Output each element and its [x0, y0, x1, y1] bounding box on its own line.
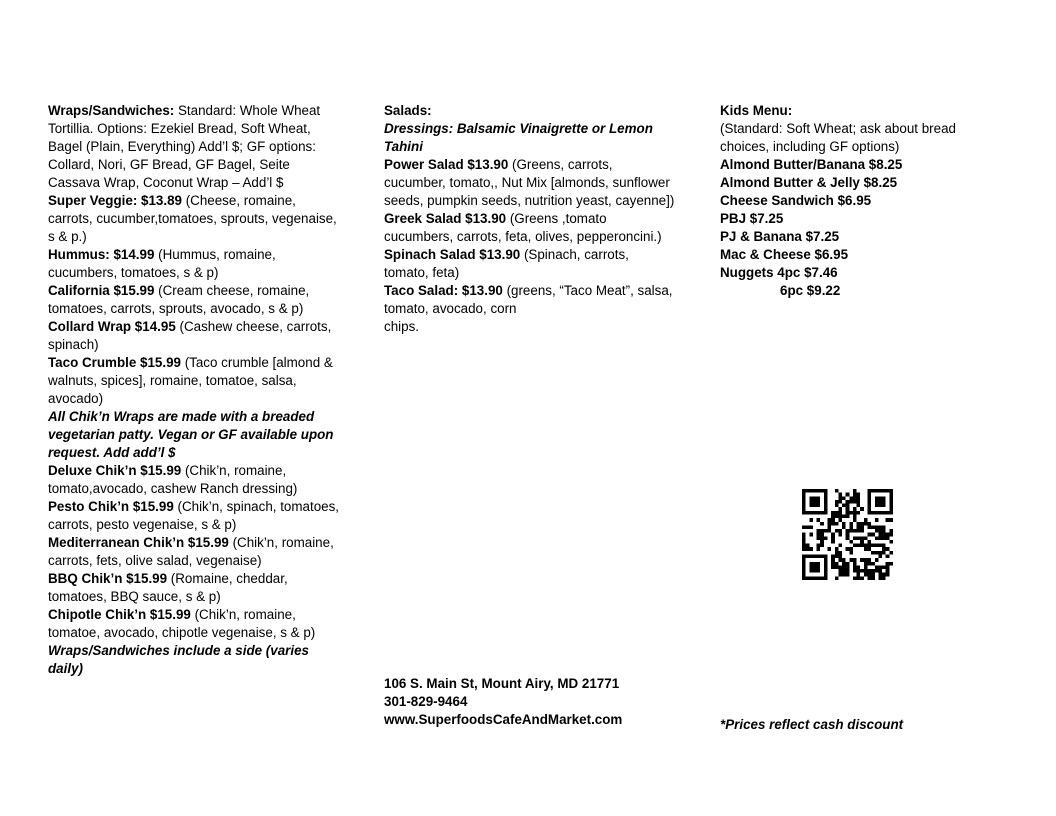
- item-desc: (Chik’n, romaine, tomato,avocado, cashew Ranch dressing): [48, 463, 298, 496]
- kids-section: [720, 102, 990, 300]
- menu-item: [48, 534, 344, 570]
- item-desc: (Cheese, romaine, carrots, cucumber,tomatoes, sprouts, vegenaise, s & p.): [48, 193, 337, 244]
- item-name: Mediterranean Chik’n $15.99: [48, 535, 229, 550]
- dressings-note: Dressings: Balsamic Vinaigrette or Lemon Tahini: [384, 121, 653, 154]
- item-name: Collard Wrap $14.95: [48, 319, 176, 334]
- taco-tail: chips.: [384, 319, 419, 334]
- item-name: Chipotle Chik’n $15.99: [48, 607, 191, 622]
- chikn-note: All Chik’n Wraps are made with a breaded vegetarian patty. Vegan or GF available upon request. Add add’l $: [48, 409, 334, 460]
- item-desc: (Chik’n, romaine, carrots, fets, olive salad, vegenaise): [48, 535, 334, 568]
- contact-block: [384, 675, 684, 729]
- item-name: Hummus: $14.99: [48, 247, 155, 262]
- menu-item: [48, 462, 344, 498]
- menu-item: [48, 246, 344, 282]
- menu-item: [384, 246, 676, 282]
- item-desc: (Greens ,tomato cucumbers, carrots, feta, olives, pepperoncini.): [384, 211, 662, 244]
- kids-item: Nuggets 4pc $7.46: [720, 265, 838, 280]
- salads-heading: Salads:: [384, 103, 432, 118]
- menu-item: [48, 192, 344, 246]
- price-note: *Prices reflect cash discount: [720, 717, 904, 732]
- item-name: Greek Salad $13.90: [384, 211, 507, 226]
- menu-item: [384, 282, 676, 318]
- wraps-section: [48, 102, 344, 678]
- wraps-standard-text: Standard: Whole Wheat Tortillia. Options: Ezekiel Bread, Soft Wheat, Bagel (Plain, Everything) Add’l $; GF options: Collard, Nori, GF Bread, GF Bagel, Seite Cassava Wrap, Coconut Wrap – Add’l $: [48, 103, 321, 190]
- kids-heading: Kids Menu:: [720, 103, 793, 118]
- menu-item: [48, 318, 344, 354]
- item-name: Super Veggie: $13.89: [48, 193, 182, 208]
- item-desc: (Taco crumble [almond & walnuts, spices], romaine, tomatoe, salsa, avocado): [48, 355, 333, 406]
- qr-code-icon: [802, 489, 893, 580]
- kids-item: PBJ $7.25: [720, 211, 784, 226]
- item-desc: (Chik’n, romaine, tomatoe, avocado, chipotle vegenaise, s & p): [48, 607, 316, 640]
- kids-item: Almond Butter/Banana $8.25: [720, 157, 903, 172]
- item-desc: (Spinach, carrots, tomato, feta): [384, 247, 629, 280]
- phone-text: 301-829-9464: [384, 694, 468, 709]
- item-desc: (Greens, carrots, cucumber, tomato,, Nut Mix [almonds, sunflower seeds, pumpkin seeds, nutrition yeast, cayenne]): [384, 157, 675, 208]
- item-name: Power Salad $13.90: [384, 157, 509, 172]
- item-name: Taco Crumble $15.99: [48, 355, 181, 370]
- item-desc: (Chik’n, spinach, tomatoes, carrots, pesto vegenaise, s & p): [48, 499, 340, 532]
- item-name: Spinach Salad $13.90: [384, 247, 521, 262]
- kids-item: Almond Butter & Jelly $8.25: [720, 175, 898, 190]
- kids-item-nuggets-6pc: 6pc $9.22: [780, 283, 841, 298]
- item-desc: (greens, “Taco Meat”, salsa, tomato, avocado, corn: [384, 283, 673, 316]
- menu-item: [48, 570, 344, 606]
- kids-note: (Standard: Soft Wheat; ask about bread choices, including GF options): [720, 121, 956, 154]
- item-name: Taco Salad: $13.90: [384, 283, 503, 298]
- menu-item: [48, 354, 344, 408]
- menu-item: [384, 156, 676, 210]
- menu-item: [48, 606, 344, 642]
- wraps-intro: [48, 102, 344, 192]
- item-desc: (Hummus, romaine, cucumbers, tomatoes, s & p): [48, 247, 276, 280]
- item-name: California $15.99: [48, 283, 155, 298]
- address-text: 106 S. Main St, Mount Airy, MD 21771: [384, 676, 620, 691]
- item-desc: (Romaine, cheddar, tomatoes, BBQ sauce, s & p): [48, 571, 288, 604]
- item-desc: (Cream cheese, romaine, tomatoes, carrots, sprouts, avocado, s & p): [48, 283, 310, 316]
- menu-item: [48, 498, 344, 534]
- salads-section: [384, 102, 676, 336]
- item-name: BBQ Chik’n $15.99: [48, 571, 168, 586]
- item-name: Deluxe Chik’n $15.99: [48, 463, 182, 478]
- item-desc: (Cashew cheese, carrots, spinach): [48, 319, 332, 352]
- kids-item: Cheese Sandwich $6.95: [720, 193, 872, 208]
- menu-item: [48, 282, 344, 318]
- item-name: Pesto Chik’n $15.99: [48, 499, 174, 514]
- side-note: Wraps/Sandwiches include a side (varies daily): [48, 643, 309, 676]
- website-link[interactable]: www.SuperfoodsCafeAndMarket.com: [384, 712, 623, 727]
- wraps-heading: Wraps/Sandwiches:: [48, 103, 175, 118]
- kids-item: Mac & Cheese $6.95: [720, 247, 849, 262]
- menu-item: [384, 210, 676, 246]
- kids-item: PJ & Banana $7.25: [720, 229, 840, 244]
